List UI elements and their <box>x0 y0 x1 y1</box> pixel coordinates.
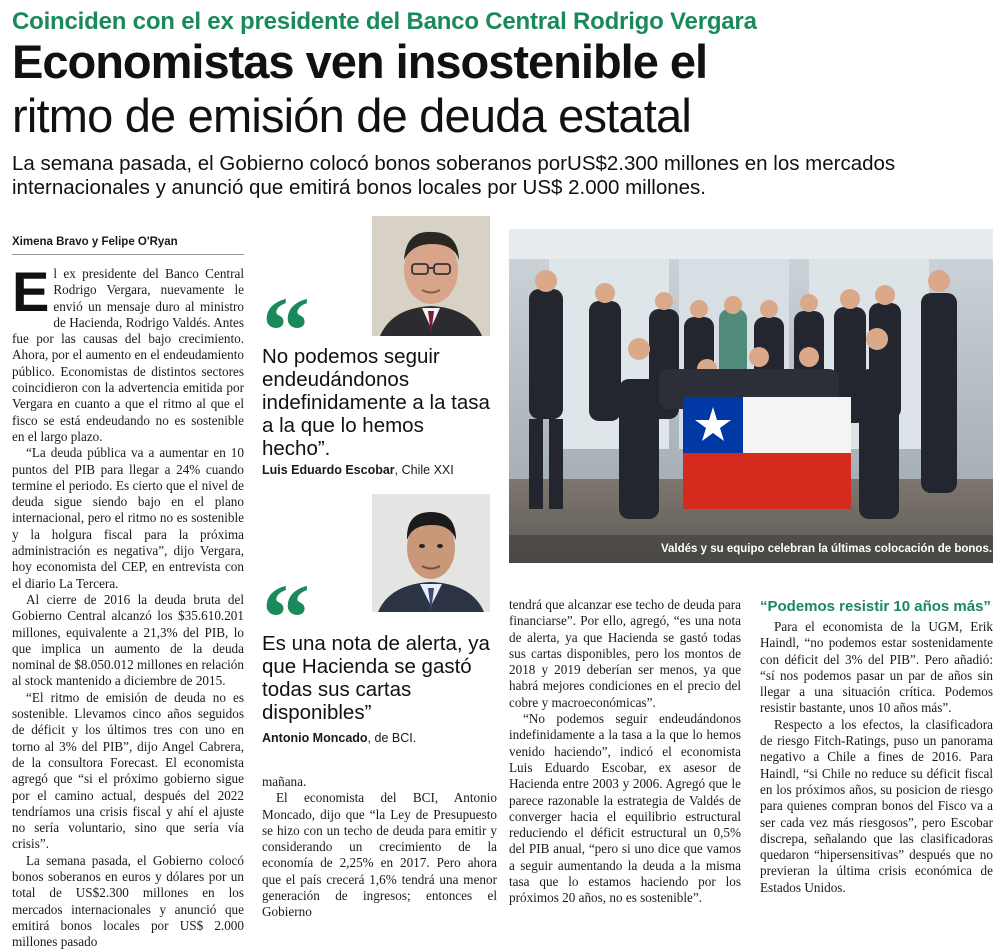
headline-line2: ritmo de emisión de deuda estatal <box>12 89 692 142</box>
portrait-moncado <box>372 494 490 612</box>
quote-2-attribution <box>262 731 416 745</box>
byline-divider <box>12 254 244 255</box>
paragraph: l ex presidente del Banco Central Rodrigo Vergara, nuevamente le envió un mensaje duro al ministro de Hacienda, Rodrigo Valdés. Antes fue por las causas del bajo crecimiento. Ahora, por el aumento en el endeudamiento público. Economistas de distintos sectores coincidieron con la advertencia emitida por Vergara en cuanto a que el ritmo al que el fisco se está endeudando no es sostenible en el largo plazo. <box>12 266 244 444</box>
section-subhead: “Podemos resistir 10 años más” <box>760 598 991 615</box>
quote-1-affiliation: , Chile XXI <box>394 463 454 477</box>
paragraph: Para el economista de la UGM, Erik Haindl, “no podemos estar sostenidamente con déficit del 3% del PIB”. Pero añadió: “sí nos podemos pasar un par de años sin llegar a una situación crítica. Podemos resistir bastante, unos 10 años más”. <box>760 619 993 716</box>
paragraph: “La deuda pública va a aumentar en 10 puntos del PIB para llegar a 24% cuando termine el periodo. Es cierto que el nivel de deuda sigue siendo bajo en el plano internacional, pero el ritmo no es sostenible y la holgura fiscal para la próxima administración es negativa”, dijo Vergara, hoy economista del CEP, en entrevista con el diario La Tercera. <box>12 445 244 591</box>
photo-caption: Valdés y su equipo celebran la últimas colocación de bonos. <box>661 543 993 555</box>
paragraph: tendrá que alcanzar ese techo de deuda para financiarse”. Por ello, agregó, “es una nota de alerta, ya que Hacienda se gastó todas sus cartas disponibles, pero los montos de 2018 y 2019 deberían ser menos, ya que habrá mejores condiciones en el precio del cobre y macroeconómicas”. <box>509 597 741 710</box>
paragraph: La semana pasada, el Gobierno colocó bonos soberanos en euros y dólares por un total de US$2.300 millones en los mercados internacionales y anunció que emitirá bonos locales por US$ 2.000 millones pasado <box>12 852 244 950</box>
kicker: Coinciden con el ex presidente del Banco Central Rodrigo Vergara <box>12 8 757 35</box>
paragraph: “El ritmo de emisión de deuda no es sostenible. Llevamos cinco años seguidos de déficit y los últimos tres con uno en torno al 3% del PIB”, dijo Angel Cabrera, de la consultora Forecast. El economista agregó que “si el próximo gobierno sigue por el camino actual, después del 2022 tendríamos una crisis fiscal y ahí el ajuste no sería voluntario, sino que sería vía crisis”. <box>12 689 244 852</box>
column-4 <box>760 619 993 911</box>
paragraph: “No podemos seguir endeudándonos indefinidamente a la tasa a la que lo hemos venido haciendo”, indicó el economista Luis Eduardo Escobar, ex asesor de Hacienda entre 2003 y 2006. Agregó que le parece razonable la estrategia de Valdés de converger hacia el equilibrio estructural reduciendo el déficit estructural un 0,5% del PIB anual, “pero si uno dice que vamos a seguir aumentando la deuda a la misma tasa que lo estamos haciendo por los próximos 20 años, no es sostenible”. <box>509 711 741 906</box>
team-photo <box>509 229 993 563</box>
byline: Ximena Bravo y Felipe O'Ryan <box>12 236 178 248</box>
quote-2-affiliation: , de BCI. <box>367 731 417 745</box>
paragraph: Al cierre de 2016 la deuda bruta del Gobierno Central alcanzó los $35.610.201 millones, equivalente a 21,3% del PIB, lo que implica un aumento de la deuda nominal de $8.050.012 millones en relación al stock mantenido a diciembre de 2015. <box>12 591 244 689</box>
dropcap: E <box>12 260 50 323</box>
quote-2-text: Es una nota de alerta, ya que Hacienda se gastó todas sus cartas disponibles” <box>262 632 490 724</box>
portrait-escobar <box>372 216 490 336</box>
quote-mark-1: “ <box>262 277 310 384</box>
quote-mark-2: “ <box>262 564 310 671</box>
quote-2-name: Antonio Moncado <box>262 731 368 745</box>
column-2 <box>262 774 497 920</box>
column-1 <box>12 260 244 950</box>
quote-1-name: Luis Eduardo Escobar <box>262 463 395 477</box>
quote-1-text: No podemos seguir endeudándonos indefinidamente a la tasa a la que lo hemos hecho”. <box>262 345 490 460</box>
paragraph: El economista del BCI, Antonio Moncado, dijo que “la Ley de Presupuesto se hizo con un techo de deuda para emitir y considerando un crecimiento de la economía de 2,25% en 2017. Pero ahora que el país crecerá 1,6% tendrá una menor generación de ingresos; entonces el Gobierno <box>262 790 497 920</box>
column-3 <box>509 597 741 911</box>
deck: La semana pasada, el Gobierno colocó bonos soberanos porUS$2.300 millones en los mercados internacionales y anunció que emitirá bonos locales por US$ 2.000 millones. <box>12 152 896 199</box>
paragraph: Respecto a los efectos, la clasificadora de riesgo Fitch-Ratings, puso un panorama negativo a Chile a fines de 2016. Para Haindl, “si Chile no reduce su déficit fiscal en los próximos años, su posicion de riesgo para quienes compran bonos del Fisco va a ser cada vez más riesgosos”, pero Escobar discrepa, señalando que las clasificadoras quedaron “hipersensitivas” después que no previeran la última crisis económica de Estados Unidos. <box>760 716 993 895</box>
quote-1-attribution <box>262 463 454 477</box>
headline: Economistas ven insostenible el <box>12 35 708 88</box>
paragraph: mañana. <box>262 774 307 789</box>
